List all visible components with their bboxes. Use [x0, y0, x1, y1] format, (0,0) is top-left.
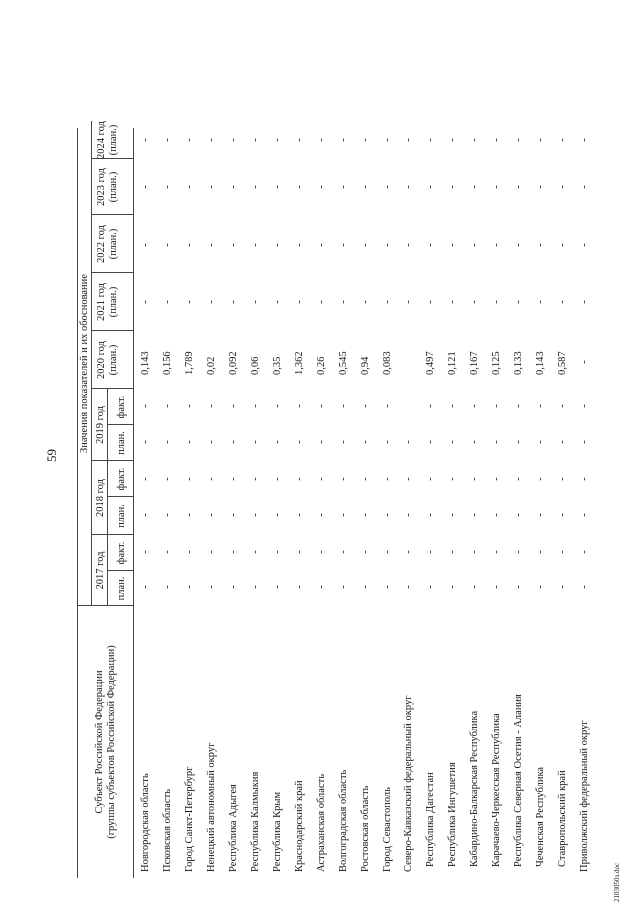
table-cell: - [469, 513, 480, 517]
table-cell: - [162, 185, 173, 189]
table-cell: - [272, 513, 283, 517]
table-cell: - [535, 243, 546, 247]
table-cell: - [272, 585, 283, 589]
table-cell: - [425, 477, 436, 481]
table-cell: - [382, 185, 393, 189]
table-cell: - [447, 185, 458, 189]
table-cell: - [535, 404, 546, 408]
table-cell: - [382, 585, 393, 589]
table-cell: - [360, 477, 371, 481]
table-cell: - [535, 300, 546, 304]
table-cell: - [469, 585, 480, 589]
table-cell: - [294, 243, 305, 247]
table-top-border [77, 128, 78, 878]
table-cell: - [162, 585, 173, 589]
table-cell: - [316, 513, 327, 517]
table-cell: - [162, 513, 173, 517]
header-values-title: Значения показателей и их обоснование [79, 274, 90, 453]
table-cell: - [447, 440, 458, 444]
table-cell: - [469, 300, 480, 304]
table-cell: - [491, 300, 502, 304]
table-cell: - [447, 300, 458, 304]
table-cell: - [206, 185, 217, 189]
table-cell: - [403, 440, 414, 444]
row-name: Приволжский федеральный округ [579, 720, 590, 872]
table-cell: - [382, 477, 393, 481]
table-cell: - [535, 477, 546, 481]
table-cell: - [403, 550, 414, 554]
table-cell: - [294, 477, 305, 481]
table-cell: 0,587 [557, 351, 568, 375]
table-cell: - [140, 243, 151, 247]
table-cell: - [184, 138, 195, 142]
table-cell: - [557, 138, 568, 142]
table-cell: - [557, 477, 568, 481]
table-cell: - [360, 300, 371, 304]
header-2017-fact: факт. [116, 541, 127, 565]
table-cell: - [579, 440, 590, 444]
table-cell: 0,083 [382, 351, 393, 375]
header-2023: 2023 год (план.) [96, 168, 120, 206]
table-cell: - [513, 440, 524, 444]
row-name: Город Санкт-Петербург [184, 766, 195, 872]
table-cell: - [513, 513, 524, 517]
header-2017-plan: план. [116, 576, 127, 601]
row-name: Ставропольский край [557, 770, 568, 867]
table-cell: - [228, 440, 239, 444]
table-cell: - [228, 185, 239, 189]
header-year-2017: 2017 год [95, 551, 106, 590]
table-cell: - [382, 300, 393, 304]
table-cell: 0,156 [162, 351, 173, 375]
table-cell: - [338, 300, 349, 304]
table-cell: - [184, 300, 195, 304]
row-name: Ненецкий автономный округ [206, 742, 217, 872]
table-cell: - [162, 477, 173, 481]
table-cell: - [469, 550, 480, 554]
table-cell: 0,143 [535, 351, 546, 375]
table-cell: - [557, 185, 568, 189]
table-cell: - [228, 243, 239, 247]
table-cell: - [294, 550, 305, 554]
table-cell: - [447, 585, 458, 589]
table-cell: - [425, 300, 436, 304]
table-cell: - [360, 243, 371, 247]
table-cell: - [403, 585, 414, 589]
table-cell: 0,94 [360, 356, 371, 375]
row-name: Республика Крым [272, 791, 283, 872]
table-cell: - [513, 243, 524, 247]
table-cell: - [403, 185, 414, 189]
table-cell: - [316, 550, 327, 554]
table-cell: - [294, 513, 305, 517]
table-cell: - [272, 550, 283, 554]
table-cell: - [491, 585, 502, 589]
table-cell: - [272, 185, 283, 189]
table-cell: - [162, 300, 173, 304]
header-year-2018: 2018 год [95, 479, 106, 517]
table-cell: - [403, 138, 414, 142]
table-cell: - [491, 440, 502, 444]
table-cell: - [272, 477, 283, 481]
table-cell: - [403, 300, 414, 304]
table-cell: - [513, 404, 524, 408]
table-cell: - [425, 243, 436, 247]
table-cell: - [228, 477, 239, 481]
header-2020: 2020 год (план.) [96, 341, 120, 379]
table-cell: - [316, 243, 327, 247]
table-cell: - [338, 550, 349, 554]
table-cell: - [447, 138, 458, 142]
table-cell: - [513, 585, 524, 589]
table-cell: - [535, 440, 546, 444]
table-cell: - [250, 185, 261, 189]
table-cell: - [206, 550, 217, 554]
header-2018-fact: факт. [116, 467, 127, 491]
header-2019-plan: план. [116, 431, 127, 455]
table-cell: - [162, 550, 173, 554]
table-cell: - [316, 440, 327, 444]
table-cell: - [206, 513, 217, 517]
table-cell: - [316, 404, 327, 408]
table-cell: 0,26 [316, 356, 327, 375]
table-cell: - [250, 300, 261, 304]
row-name: Астраханская область [316, 774, 327, 872]
table-cell: - [491, 477, 502, 481]
table-cell: - [228, 300, 239, 304]
row-name: Республика Адыгея [228, 784, 239, 872]
table-cell: - [513, 185, 524, 189]
table-cell: - [360, 440, 371, 444]
table-cell: - [535, 513, 546, 517]
table-cell: - [382, 440, 393, 444]
table-cell: - [425, 138, 436, 142]
table-cell: - [579, 300, 590, 304]
row-name: Псковская область [162, 789, 173, 872]
table-cell: - [425, 440, 436, 444]
table-cell: 0,35 [272, 356, 283, 375]
table-cell: - [382, 404, 393, 408]
table-cell: - [272, 243, 283, 247]
table-cell: - [513, 477, 524, 481]
table-cell: - [338, 185, 349, 189]
table-cell: - [272, 138, 283, 142]
table-cell: - [228, 550, 239, 554]
table-cell: - [250, 513, 261, 517]
table-cell: - [382, 513, 393, 517]
table-cell: - [403, 477, 414, 481]
header-subject-title: Субъект Российской Федерации [94, 670, 105, 814]
table-cell: - [425, 404, 436, 408]
header-subject-subtitle: (группы субъектов Российской Федерации) [106, 645, 117, 839]
table-cell: - [469, 440, 480, 444]
table-cell: - [513, 300, 524, 304]
table-cell: - [469, 185, 480, 189]
table-cell: - [382, 138, 393, 142]
row-name: Чеченская Республика [535, 766, 546, 867]
table-cell: - [447, 550, 458, 554]
table-cell: - [250, 440, 261, 444]
table-cell: - [447, 513, 458, 517]
table-cell: - [469, 138, 480, 142]
row-name: Северо-Кавказский федеральный округ [403, 695, 414, 872]
table-cell: - [513, 138, 524, 142]
table-cell: - [338, 440, 349, 444]
page-number: 59 [44, 449, 59, 462]
table-cell: - [206, 138, 217, 142]
table-cell: - [491, 243, 502, 247]
table-cell: - [491, 185, 502, 189]
table-cell: 0,092 [228, 351, 239, 375]
table-cell: - [579, 138, 590, 142]
table-cell: - [140, 550, 151, 554]
table-cell: - [184, 404, 195, 408]
header-year-2019: 2019 год [95, 406, 106, 444]
table-cell: - [557, 300, 568, 304]
table-cell: 1,789 [184, 351, 195, 375]
table-cell: - [579, 550, 590, 554]
table-cell: - [272, 404, 283, 408]
table-cell: - [579, 477, 590, 481]
table-cell: - [294, 138, 305, 142]
table-cell: - [250, 477, 261, 481]
table-cell: - [403, 513, 414, 517]
table-cell: - [140, 138, 151, 142]
table-cell: - [206, 585, 217, 589]
table-cell: - [382, 243, 393, 247]
table-cell: - [250, 243, 261, 247]
table-cell: - [228, 138, 239, 142]
table-cell: - [557, 585, 568, 589]
table-cell: - [162, 138, 173, 142]
table-cell: - [294, 404, 305, 408]
row-name: Республика Северная Осетия - Алания [513, 694, 524, 867]
table-cell: - [579, 360, 590, 364]
row-name: Город Севастополь [382, 787, 393, 872]
table-cell: - [316, 185, 327, 189]
table-cell: - [469, 477, 480, 481]
table-cell: - [447, 477, 458, 481]
table-cell: - [557, 440, 568, 444]
table-cell: - [535, 550, 546, 554]
table-cell: - [425, 513, 436, 517]
table-cell: - [360, 550, 371, 554]
row-name: Кабардино-Балкарская Республика [469, 710, 480, 867]
table-cell: - [294, 300, 305, 304]
table-cell: - [338, 513, 349, 517]
table-cell: - [403, 243, 414, 247]
table-cell: - [250, 585, 261, 589]
table-cell: - [206, 300, 217, 304]
table-cell: - [140, 185, 151, 189]
table-cell: - [447, 243, 458, 247]
table-cell: - [579, 243, 590, 247]
table-cell: - [140, 440, 151, 444]
table-cell: - [250, 404, 261, 408]
row-name: Ростовская область [360, 785, 371, 872]
table-cell: - [184, 513, 195, 517]
table-cell: - [447, 404, 458, 408]
table-cell: - [557, 404, 568, 408]
table-cell: 0,167 [469, 351, 480, 375]
table-cell: - [228, 585, 239, 589]
table-cell: - [206, 440, 217, 444]
table-cell: 0,545 [338, 351, 349, 375]
table-cell: - [360, 513, 371, 517]
table-cell: - [338, 138, 349, 142]
footer-filename: 2103050з.doc [613, 862, 621, 902]
table-cell: - [425, 585, 436, 589]
table-cell: - [184, 440, 195, 444]
table-cell: 1,362 [294, 351, 305, 375]
table-cell: - [360, 138, 371, 142]
table-cell: - [579, 585, 590, 589]
table-cell: - [184, 585, 195, 589]
table-cell: 0,06 [250, 356, 261, 375]
table-cell: - [162, 440, 173, 444]
table-cell: - [513, 550, 524, 554]
table-cell: - [162, 243, 173, 247]
table-cell: - [469, 404, 480, 408]
table-cell: - [557, 243, 568, 247]
table-cell: - [250, 550, 261, 554]
table-cell: - [535, 138, 546, 142]
header-2022: 2022 год (план.) [96, 225, 120, 263]
table-cell: - [382, 550, 393, 554]
table-cell: - [579, 185, 590, 189]
table-cell: - [184, 550, 195, 554]
table-cell: - [579, 404, 590, 408]
table-cell: 0,125 [491, 351, 502, 375]
table-cell: - [316, 300, 327, 304]
table-cell: - [294, 440, 305, 444]
table-cell: - [140, 513, 151, 517]
table-cell: - [272, 300, 283, 304]
header-2019-fact: факт. [116, 395, 127, 419]
table-cell: - [140, 477, 151, 481]
row-name: Республика Ингушетия [447, 762, 458, 867]
table-cell: - [535, 185, 546, 189]
header-2021: 2021 год (план.) [96, 283, 120, 321]
table-cell: - [206, 243, 217, 247]
table-cell: - [491, 513, 502, 517]
header-2018-plan: план. [116, 504, 127, 528]
table-cell: - [491, 550, 502, 554]
table-cell: - [316, 138, 327, 142]
table-cell: - [206, 404, 217, 408]
table-cell: - [469, 243, 480, 247]
row-name: Карачаево-Черкесская Республика [491, 713, 502, 867]
table-cell: - [316, 477, 327, 481]
table-cell: - [491, 404, 502, 408]
table-cell: - [140, 300, 151, 304]
table-cell: - [294, 185, 305, 189]
table-cell: - [491, 138, 502, 142]
header-bottom-border [133, 128, 134, 878]
table-cell: 0,121 [447, 351, 458, 375]
header-line-years [107, 389, 108, 606]
table-cell: - [579, 513, 590, 517]
table-cell: - [184, 243, 195, 247]
table-cell: - [360, 585, 371, 589]
table-cell: - [360, 404, 371, 408]
table-cell: - [184, 185, 195, 189]
table-cell: - [557, 550, 568, 554]
row-name: Республика Дагестан [425, 772, 436, 867]
table-cell: - [338, 585, 349, 589]
table-cell: - [184, 477, 195, 481]
table-cell: - [250, 138, 261, 142]
table-cell: 0,02 [206, 356, 217, 375]
table-cell: - [140, 585, 151, 589]
table-cell: 0,497 [425, 351, 436, 375]
table-cell: - [425, 550, 436, 554]
row-name: Новгородская область [140, 773, 151, 872]
row-name: Волгоградская область [338, 769, 349, 872]
table-cell: - [535, 585, 546, 589]
table-cell: - [228, 404, 239, 408]
table-cell: - [338, 477, 349, 481]
header-2024: 2024 год (план.) [96, 121, 120, 159]
table-cell: 0,143 [140, 351, 151, 375]
table-cell: 0,133 [513, 351, 524, 375]
table-cell: - [140, 404, 151, 408]
table-cell: - [425, 185, 436, 189]
table-cell: - [557, 513, 568, 517]
table-cell: - [338, 243, 349, 247]
row-name: Республика Калмыкия [250, 771, 261, 872]
table-cell: - [272, 440, 283, 444]
row-name: Краснодарский край [294, 780, 305, 872]
table-cell: - [162, 404, 173, 408]
table-cell: - [228, 513, 239, 517]
table-cell: - [338, 404, 349, 408]
table-cell: - [316, 585, 327, 589]
table-cell: - [206, 477, 217, 481]
table-cell: - [294, 585, 305, 589]
table-cell: - [360, 185, 371, 189]
